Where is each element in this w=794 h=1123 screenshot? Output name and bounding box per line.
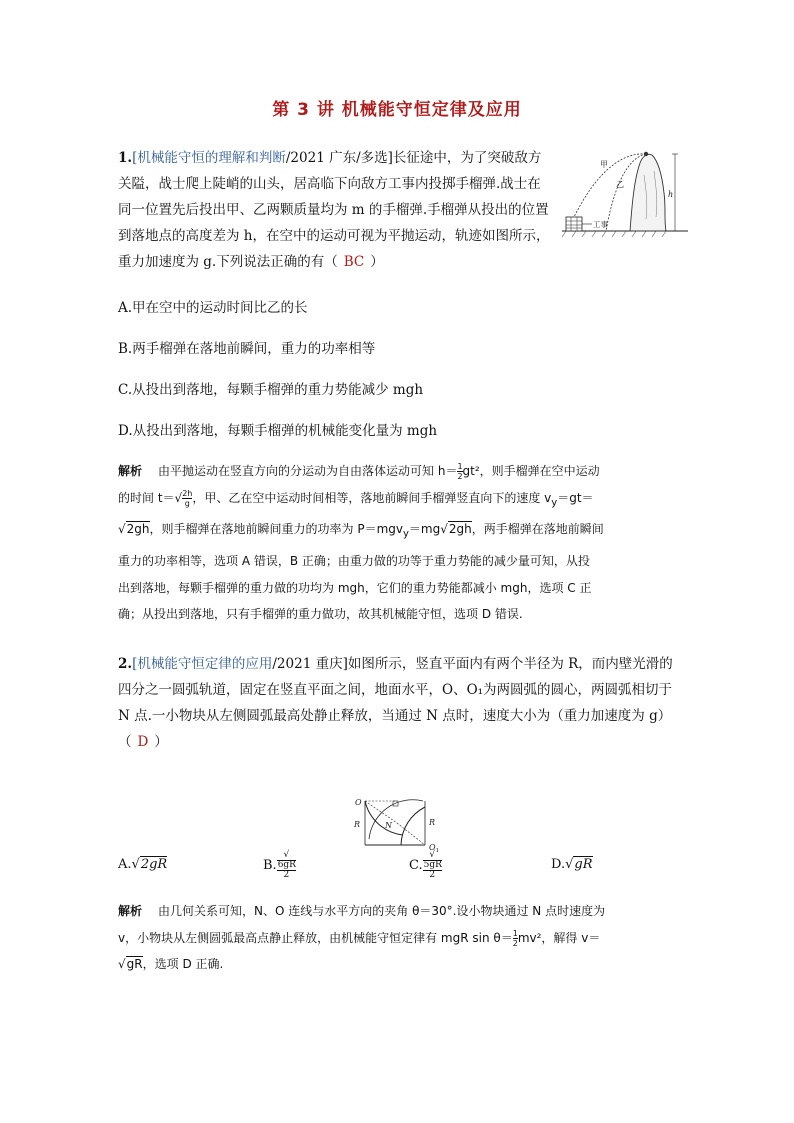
analysis-text: ，则手榴弹在落地前瞬间重力的功率为 P＝mgv (149, 522, 403, 537)
question-1-close-paren: ） (370, 254, 384, 270)
question-1-text: 长征途中，为了突破敌方关隘，战士爬上陡峭的山头，居高临下向敌方工事内投掷手榴弹.战士在同一位置先后投出甲、乙两颗质量均为 m 的手榴弹.手榴弹从投出的位置到落地点的高度差为 h，在空中的运动可视为平抛运动，轨迹如图所示，重力加速度为 g.下列说法正确的有（ (118, 150, 550, 270)
question-2-source: /2021 重庆] (272, 656, 348, 672)
question-2-topic-tag[interactable]: [机械能守恒定律的应用 (132, 656, 273, 672)
analysis-text: ，选项 D 正确. (142, 957, 224, 971)
question-2-option-a: A.√2gR (118, 857, 168, 872)
analysis-text: 确；从投出到落地，只有手榴弹的重力做功，故其机械能守恒，选项 D 错误. (118, 607, 523, 622)
analysis-text: 由平抛运动在竖直方向的分运动为自由落体运动可知 h＝ (158, 464, 458, 478)
figure-label-r-right: R (429, 818, 436, 827)
question-1-answer: BC (343, 254, 365, 270)
analysis-text: 出到落地，每颗手榴弹的重力做的功均为 mgh，它们的重力势能都减小 mgh，选项 C 正 (118, 580, 592, 595)
figure-label-gongshi: 工事 (593, 220, 608, 229)
page-title: 第 3 讲 机械能守恒定律及应用 (272, 100, 522, 120)
analysis-text: gt²，则手榴弹在空中运动 (462, 464, 600, 478)
figure-label-yi: 乙 (616, 180, 624, 189)
subscript-y: y (402, 528, 409, 540)
analysis-text: mv²，解得 v＝ (517, 930, 601, 945)
question-1-source: /2021 广东/多选] (285, 150, 393, 166)
figure-label-r-left: R (354, 820, 361, 829)
analysis-label: 解析 (118, 904, 143, 918)
figure-label-h: h (668, 190, 674, 199)
sqrt-2gh: 2gh (448, 522, 472, 537)
question-2-figure (345, 795, 455, 855)
subscript-y: y (551, 496, 558, 508)
question-1-analysis: 解析 由平抛运动在竖直方向的分运动为自由落体运动可知 h＝ $\frac{1}{2}$ gt²，则手榴弹在空中运动 的时间 t＝√ $\frac{2h}{g}$ ，甲、乙在空中运动时间相等，落地前瞬间手榴弹竖直向下的速度 $v_y=gt=$ √2gh，则手榴弹在落地前瞬间重力的功率为 P＝mgv$_y$＝mg√2gh，两手榴弹在落地前瞬间 重力的功率相等，选项 A 错误，B 正确；由重力做的功等于重力势能的减少量可知，从投 出到落地，每颗手榴弹的重力做的功均为 mgh，它们的重力势能都减小 mgh，选项 C 正 确；从投出到落地，只有手榴弹的重力做功，故其机械能守恒，选项 D 错误. (118, 458, 678, 628)
question-2-analysis: 解析 由几何关系可知，N、O 连线与水平方向的夹角 θ＝30°.设小物块通过 N 点时速度为 v，小物块从左侧圆弧最高点静止释放，由机械能守恒定律有 mgR sin θ＝ $\frac{1}{2}$ mv²，解得 v＝ √gR，选项 D 正确. (118, 904, 606, 971)
sqrt-2gh: 2gh (126, 522, 150, 537)
question-1-option-a: A.甲在空中的运动时间比乙的长 (118, 300, 308, 316)
figure-label-o1: $O_1$ (429, 843, 440, 854)
question-2-option-c: C. √ 5gR 2 (409, 850, 442, 880)
analysis-text: v，小物块从左侧圆弧最高点静止释放，由机械能守恒定律有 mgR sin θ＝ (118, 930, 513, 945)
analysis-text: 重力的功率相等，选项 A 错误，B 正确；由重力做的功等于重力势能的减少量可知，从投 (118, 554, 590, 569)
fraction-half: $\frac{1}{2}$ (457, 462, 463, 481)
question-1-topic-tag[interactable]: [机械能守恒的理解和判断 (132, 150, 286, 166)
question-2-close-paren: ） (154, 734, 168, 750)
question-2-option-b: B. √ 6gR 2 (263, 850, 296, 880)
question-1-stem (118, 145, 550, 275)
analysis-text: 由几何关系可知，N、O 连线与水平方向的夹角 θ＝30°.设小物块通过 N 点时速度为 (158, 904, 606, 918)
question-2-option-d: D.√gR (551, 857, 593, 872)
figure-label-jia: 甲 (600, 160, 608, 169)
analysis-text: ，两手榴弹在落地前瞬间 (471, 522, 604, 537)
figure-label-o: O (355, 798, 362, 807)
question-1-option-d: D.从投出到落地，每颗手榴弹的机械能变化量为 mgh (118, 423, 438, 439)
analysis-text: ＝mg (408, 522, 441, 537)
analysis-label: 解析 (118, 464, 143, 478)
question-2-stem (118, 651, 678, 755)
fraction-half: $\frac{1}{2}$ (512, 928, 518, 948)
analysis-text: ＝gt＝ (557, 490, 594, 505)
question-1-number: 1. (118, 150, 133, 166)
figure-label-n: N (385, 821, 392, 830)
question-2-number: 2. (118, 656, 133, 672)
fraction-2h-over-g: $\frac{2h}{g}$ (182, 488, 193, 508)
sqrt-gr: gR (126, 957, 143, 971)
question-2-text: 如图所示，竖直平面内有两个半径为 R，而内壁光滑的四分之一圆弧轨道，固定在竖直平面之间，地面水平，O、O₁为两圆弧的圆心，两圆弧相切于 N 点.一小物块从左侧圆弧最高处静止释放，当通过 N 点时，速度大小为（重力加速度为 g）（ (118, 656, 673, 750)
question-1-figure (560, 145, 690, 240)
question-1-option-b: B.两手榴弹在落地前瞬间，重力的功率相等 (118, 341, 376, 357)
question-1-option-c: C.从投出到落地，每颗手榴弹的重力势能减少 mgh (118, 382, 424, 398)
question-2-answer: D (137, 734, 149, 750)
analysis-text: 的时间 t＝ (118, 490, 175, 505)
analysis-text: ，甲、乙在空中运动时间相等，落地前瞬间手榴弹竖直向下的速度 v (192, 490, 552, 505)
